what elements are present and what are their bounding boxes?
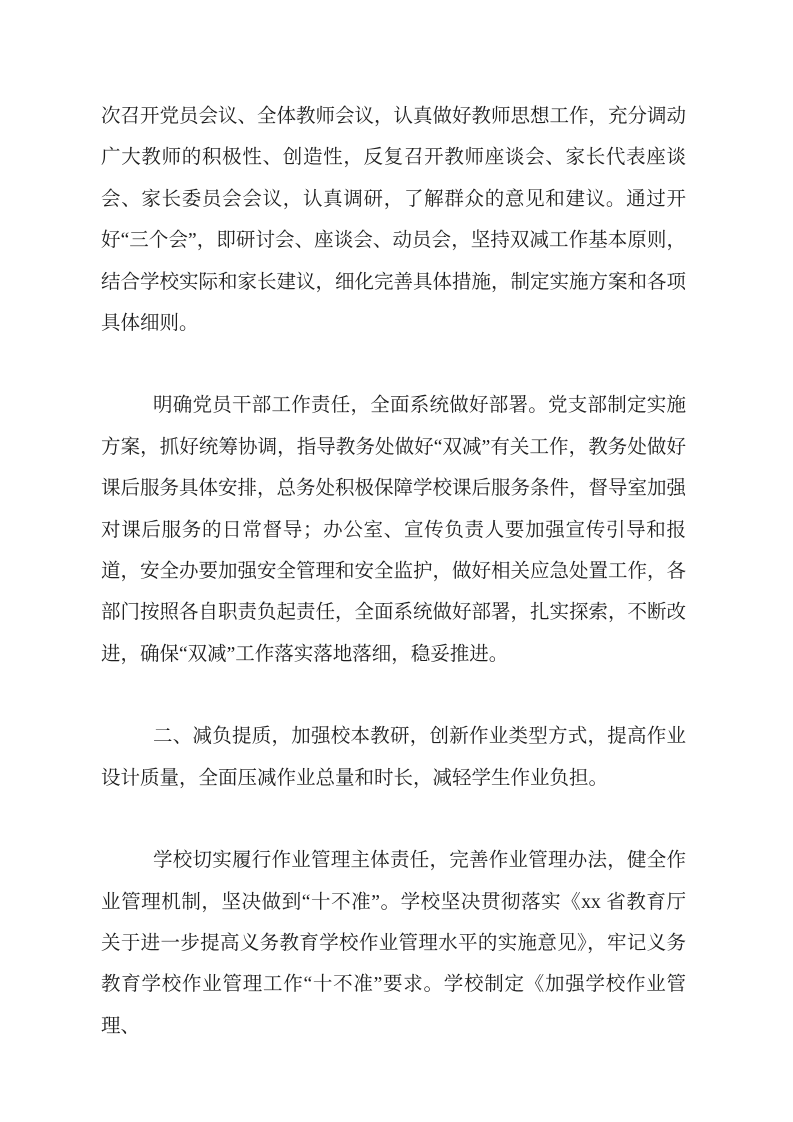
paragraph-continuation: 次召开党员会议、全体教师会议，认真做好教师思想工作，充分调动广大教师的积极性、创造性，反复召开教师座谈会、家长代表座谈会、家长委员会会议，认真调研，了解群众的意见和建议。通过开好“三个会”，即研讨会、座谈会、动员会，坚持双减工作基本原则，结合学校实际和家长建议，细化完善具体措施，制定实施方案和各项具体细则。 bbox=[101, 106, 687, 335]
paragraph-section-two-heading: 二、减负提质，加强校本教研，创新作业类型方式，提高作业设计质量，全面压减作业总量和时长，减轻学生作业负担。 bbox=[101, 726, 686, 789]
paragraph-responsibilities: 明确党员干部工作责任，全面系统做好部署。党支部制定实施方案，抓好统筹协调，指导教务处做好“双减”有关工作，教务处做好课后服务具体安排，总务处积极保障学校课后服务条件，督导室加强对课后服务的日常督导；办公室、宣传负责人要加强宣传引导和报道，安全办要加强安全管理和安全监护，做好相关应急处置工作，各部门按照各自职责负起责任，全面系统做好部署，扎实探索，不断改进，确保“双减”工作落实落地落细，稳妥推进。 bbox=[101, 395, 687, 665]
document-content bbox=[101, 96, 686, 1088]
paragraph-homework-management: 学校切实履行作业管理主体责任，完善作业管理办法，健全作业管理机制，坚决做到“十不准”。学校坚决贯彻落实《xx 省教育厅关于进一步提高义务教育学校作业管理水平的实施意见》，牢记义务教育学校作业管理工作“十不准”要求。学校制定《加强学校作业管理、 bbox=[101, 850, 686, 1037]
